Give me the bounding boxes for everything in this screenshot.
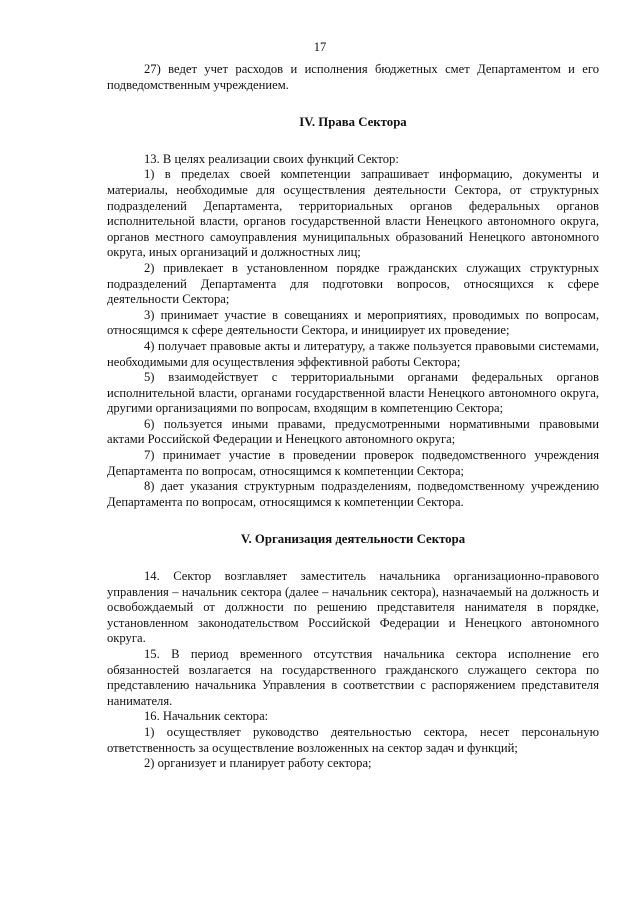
paragraph-13-item-6: 6) пользуется иными правами, предусмотренными нормативными правовыми актами Российской Федерации и Ненецкого автономного округа; bbox=[107, 416, 599, 447]
paragraph-14: 14. Сектор возглавляет заместитель начальника организационно-правового управления – начальник сектора (далее – начальник сектора), назначаемый на должность и освобождаемый от должности по решению представителя нанимателя в порядке, установленном законодательством Российской Федерации и Ненецкого автономного округа. bbox=[107, 569, 599, 646]
section-4-heading: IV. Права Сектора bbox=[299, 115, 407, 130]
paragraph-13-item-2: 2) привлекает в установленном порядке гражданских служащих структурных подразделений Департамента для подготовки вопросов, относящихся к сфере деятельности Сектора; bbox=[107, 260, 599, 307]
paragraph-15: 15. В период временного отсутствия начальника сектора исполнение его обязанностей возлагается на государственного гражданского служащего сектора по представлению начальника Управления в соответствии с распоряжением представителя нанимателя. bbox=[107, 647, 599, 708]
paragraph-13-item-7: 7) принимает участие в проведении проверок подведомственного учреждения Департамента по вопросам, относящимся к компетенции Сектора; bbox=[107, 448, 599, 478]
paragraph-13: 13. В целях реализации своих функций Сектор: bbox=[144, 151, 399, 166]
paragraph-13-item-3: 3) принимает участие в совещаниях и мероприятиях, проводимых по вопросам, относящимся к сфере деятельности Сектора, и инициирует их проведение; bbox=[107, 307, 599, 338]
section-5-heading: V. Организация деятельности Сектора bbox=[240, 532, 466, 547]
intro-paragraph: 27) ведет учет расходов и исполнения бюджетных смет Департаментом и его подведомственным учреждением. bbox=[107, 62, 599, 92]
paragraph-16-item-2: 2) организует и планирует работу сектора; bbox=[144, 756, 372, 771]
section-5-body bbox=[107, 569, 599, 772]
paragraph-16: 16. Начальник сектора: bbox=[144, 709, 269, 724]
paragraph-13-item-8: 8) дает указания структурным подразделениям, подведомственному учреждению Департамента по вопросам, относящимся к компетенции Сектора. bbox=[107, 479, 599, 509]
page-number: 17 bbox=[313, 40, 327, 54]
paragraph-13-item-5: 5) взаимодействует с территориальными органами федеральных органов исполнительной власти, органами государственной власти Ненецкого автономного округа, другими организациями по вопросам, входящим в компетенцию Сектора; bbox=[107, 370, 599, 416]
section-4-body bbox=[107, 152, 599, 511]
paragraph-16-item-1: 1) осуществляет руководство деятельностью сектора, несет персональную ответственность за осуществление возложенных на сектор задач и функций; bbox=[107, 724, 599, 755]
document-body bbox=[107, 62, 599, 772]
paragraph-13-item-4: 4) получает правовые акты и литературу, а также пользуется правовыми системами, необходимыми для осуществления эффективной работы Сектора; bbox=[107, 338, 599, 369]
paragraph-13-item-1: 1) в пределах своей компетенции запрашивает информацию, документы и материалы, необходимые для осуществления деятельности Сектора, от структурных подразделений Департамента, территориальных органов федеральных органов исполнительной власти, органов государственной власти Ненецкого автономного округа, органов местного самоуправления муниципальных образований Ненецкого автономного округа, иных организаций и должностных лиц; bbox=[107, 167, 599, 260]
